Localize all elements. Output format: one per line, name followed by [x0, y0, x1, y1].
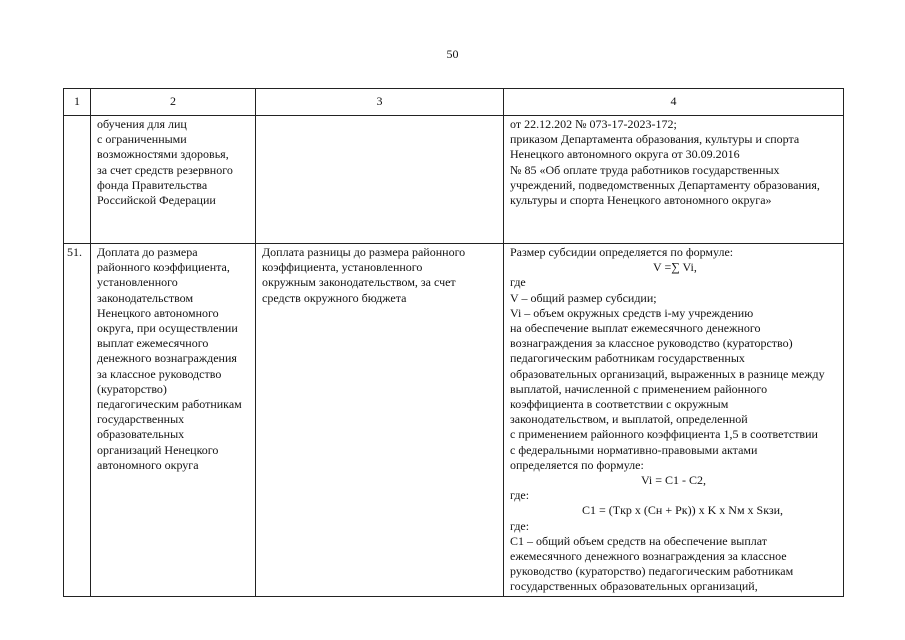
- text-line: окружным законодательством, за счет: [262, 275, 456, 290]
- text-line: определяется по формуле:: [510, 457, 644, 472]
- text-line: Ненецкого автономного: [97, 305, 219, 320]
- text-line: законодательством: [97, 290, 194, 305]
- row-number: 51.: [64, 244, 91, 597]
- text-line: вознаграждения за классное руководство (кураторство): [510, 336, 793, 351]
- text-line: государственных: [97, 412, 185, 427]
- text-line: приказом Департамента образования, культуры и спорта: [510, 132, 800, 147]
- text-line: округа, при осуществлении: [97, 321, 238, 336]
- text-line: педагогическим работникам: [97, 397, 242, 412]
- formula-vi: Vi = C1 - C2,: [640, 473, 707, 488]
- text-line: Российской Федерации: [97, 193, 216, 208]
- text-line: районного коэффициента,: [97, 260, 230, 275]
- text-line: Доплата до размера: [97, 245, 198, 259]
- text-line: (кураторство): [97, 381, 167, 396]
- text-line: культуры и спорта Ненецкого автономного округа»: [510, 193, 772, 208]
- document-table: [63, 88, 844, 597]
- formula-v-sum: V =∑ Vi,: [653, 260, 697, 275]
- formula-c1: C1 = (Tкр x (Cн + Pк)) x K x Nм x Sкзи,: [582, 503, 784, 518]
- text-line: C1 – общий объем средств на обеспечение выплат: [510, 533, 767, 548]
- text-line: образовательных организаций, выраженных в разнице между: [510, 366, 825, 381]
- text-line: государственных образовательных организаций,: [510, 579, 758, 594]
- text-line: автономного округа: [97, 457, 199, 472]
- header-col-3: 3: [256, 89, 504, 116]
- text-line: где:: [510, 518, 530, 533]
- row51-formula-cell: [504, 244, 844, 597]
- row1-basis-cell: [504, 116, 844, 244]
- text-line: учреждений, подведомственных Департаменту образования,: [510, 177, 820, 192]
- text-line: организаций Ненецкого: [97, 442, 219, 457]
- text-line: коэффициента в соответствии с окружным: [510, 397, 729, 412]
- text-line: законодательством, и выплатой, определенной: [510, 412, 748, 427]
- text-line: Доплата разницы до размера районного: [262, 245, 466, 259]
- text-line: руководство (кураторство) педагогическим работникам: [510, 564, 794, 579]
- table-row-continuation: [64, 116, 844, 244]
- text-line: образовательных: [97, 427, 185, 442]
- text-line: от 22.12.202 № 073-17-2023-172;: [510, 117, 677, 131]
- row1-description-cell: [256, 116, 504, 244]
- text-line: с применением районного коэффициента 1,5 в соответствии: [510, 427, 818, 442]
- text-line: коэффициента, установленного: [262, 260, 423, 275]
- text-line: выплатой, начисленной с применением районного: [510, 381, 768, 396]
- text-line: где:: [510, 488, 530, 503]
- text-line: Размер субсидии определяется по формуле:: [510, 245, 734, 259]
- text-line: за классное руководство: [97, 366, 222, 381]
- header-col-1: 1: [64, 89, 91, 116]
- text-line: обучения для лиц: [97, 117, 187, 131]
- text-line: фонда Правительства: [97, 177, 208, 192]
- text-line: возможностями здоровья,: [97, 147, 229, 162]
- row51-payment-name-cell: [91, 244, 256, 597]
- text-line: Vi – объем окружных средств i-му учреждению: [510, 305, 754, 320]
- row1-payment-name-cell: [91, 116, 256, 244]
- text-line: за счет средств резервного: [97, 162, 233, 177]
- text-line: с ограниченными: [97, 132, 187, 147]
- text-line: Ненецкого автономного округа от 30.09.2016: [510, 147, 740, 162]
- header-col-2: 2: [91, 89, 256, 116]
- row51-description-cell: [256, 244, 504, 597]
- text-line: выплат ежемесячного: [97, 336, 209, 351]
- text-line: на обеспечение выплат ежемесячного денежного: [510, 321, 761, 336]
- text-line: V – общий размер субсидии;: [510, 290, 657, 305]
- text-line: ежемесячного денежного вознаграждения за классное: [510, 549, 787, 564]
- text-line: с федеральными нормативно-правовыми актами: [510, 442, 758, 457]
- text-line: где: [510, 275, 526, 290]
- text-line: педагогическим работникам государственных: [510, 351, 745, 366]
- text-line: денежного вознаграждения: [97, 351, 237, 366]
- row1-num-cell: [64, 116, 91, 244]
- table-row-51: [64, 244, 844, 597]
- table-header-row: [64, 89, 844, 116]
- text-line: установленного: [97, 275, 178, 290]
- text-line: № 85 «Об оплате труда работников государственных: [510, 162, 780, 177]
- header-col-4: 4: [504, 89, 844, 116]
- page-number: 50: [446, 47, 459, 61]
- text-line: средств окружного бюджета: [262, 290, 407, 305]
